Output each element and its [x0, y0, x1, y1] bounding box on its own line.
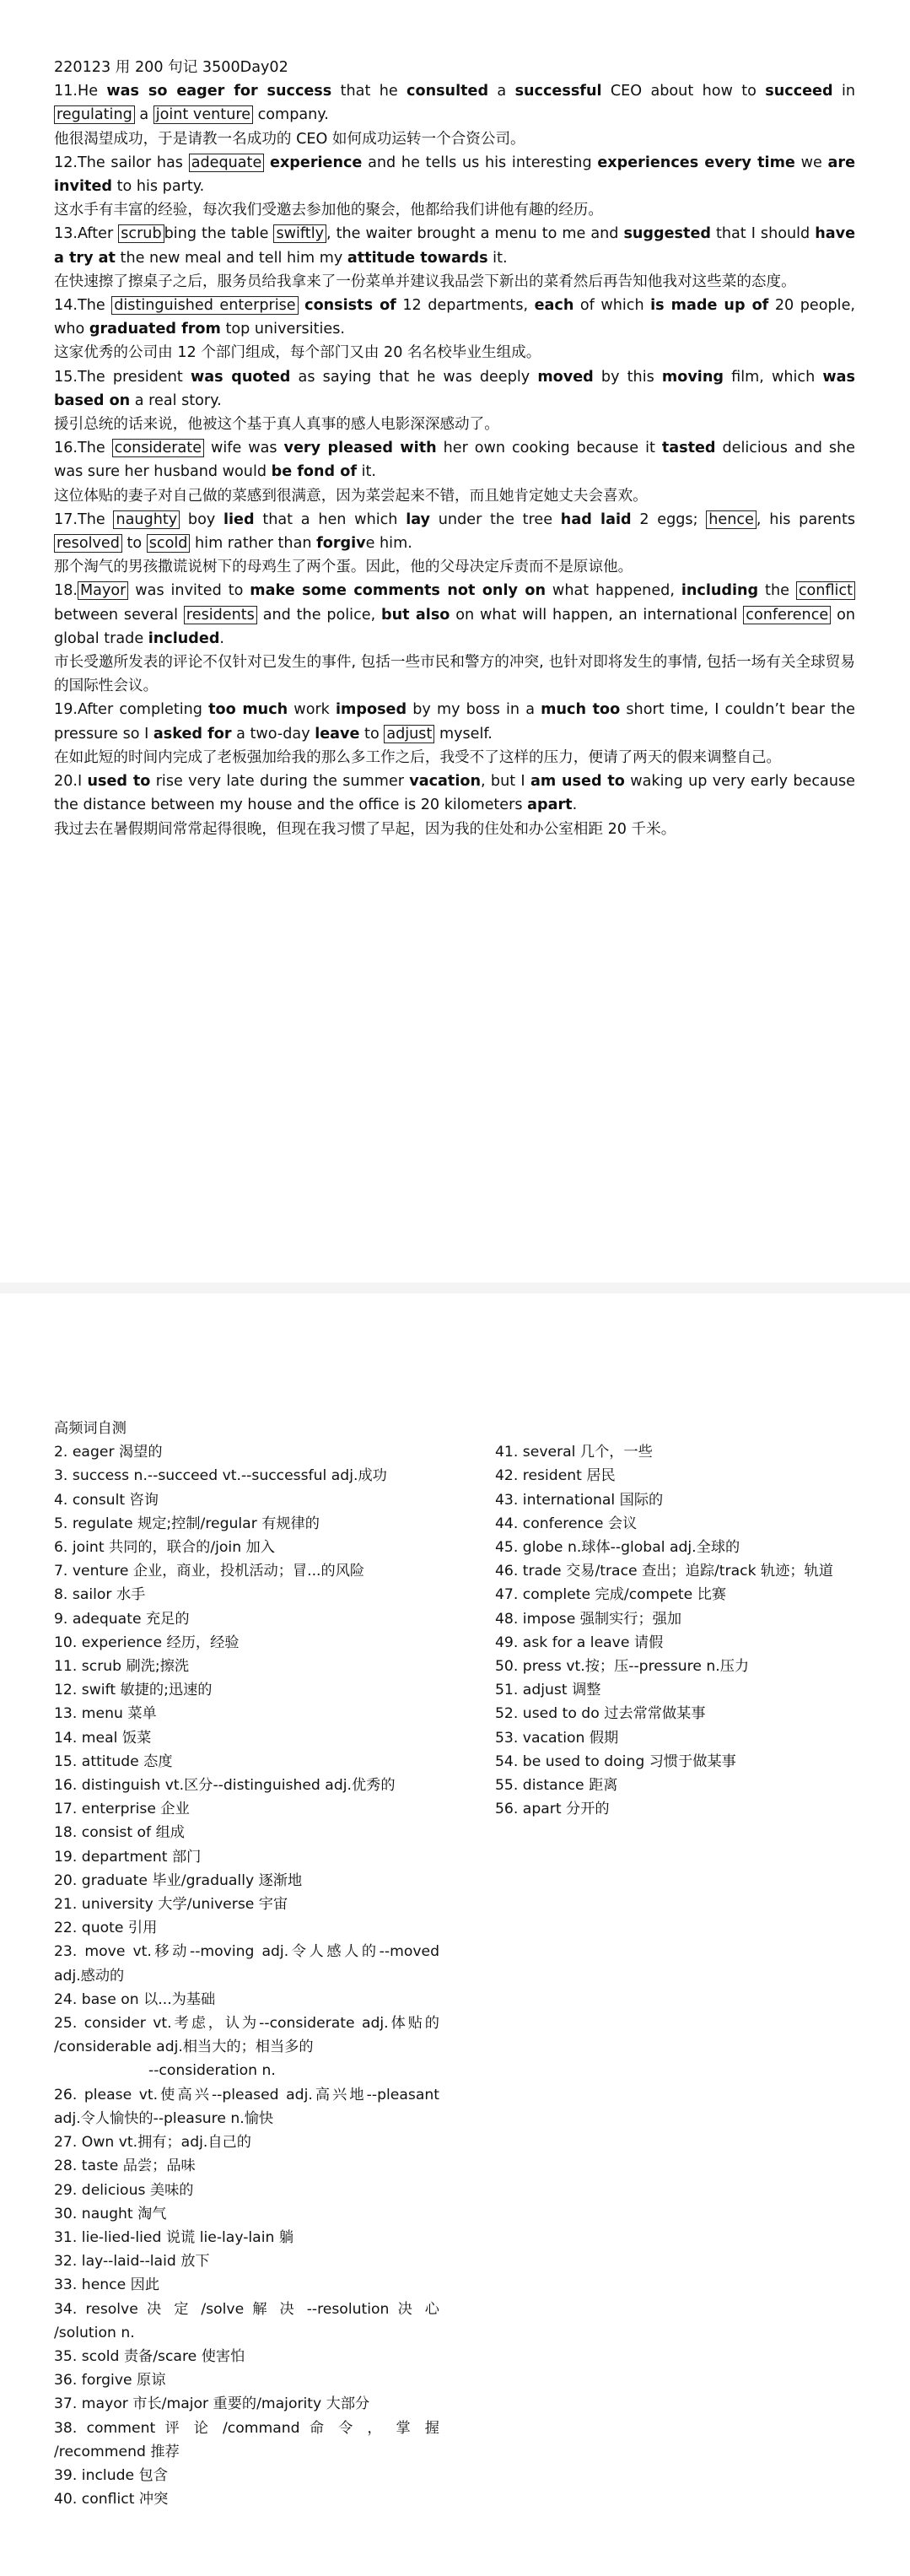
vocab-item: 31. lie-lied-lied 说谎 lie-lay-lain 躺	[54, 2228, 294, 2246]
text-run: 18.	[54, 582, 78, 600]
boxed-word: swiftly	[273, 224, 326, 243]
boxed-word: distinguished enterprise	[111, 296, 298, 315]
text-run: a two-day	[231, 725, 315, 743]
vocab-item: adj.令人愉快的--pleasure n.愉快	[54, 2109, 274, 2127]
bold-phrase: much too	[541, 701, 621, 719]
bold-phrase: was based on	[54, 368, 855, 409]
bold-phrase: used to	[87, 773, 151, 791]
sentence-en	[54, 436, 855, 483]
vocab-item: /considerable adj.相当大的；相当多的	[54, 2039, 314, 2056]
vocab-item: 44. conference 会议	[495, 1515, 638, 1532]
page-1	[0, 0, 910, 1283]
sentence-zh: 这位体贴的妻子对自己做的菜感到很满意，因为菜尝起来不错，而且她肯定她丈夫会喜欢。	[54, 487, 648, 505]
text-run: that a hen which	[254, 510, 407, 528]
vocab-item: 18. consist of 组成	[54, 1824, 185, 1842]
vocab-list-left	[54, 1440, 439, 2511]
bold-phrase: be fond of	[271, 463, 357, 481]
text-run: 12 departments,	[396, 297, 535, 315]
bold-phrase: is made up of	[650, 297, 769, 315]
vocab-item: 55. distance 距离	[495, 1777, 618, 1795]
sentence-zh: 那个淘气的男孩撒谎说树下的母鸡生了两个蛋。因此，他的父母决定斥责而不是原谅他。	[54, 559, 633, 576]
text-run: him rather than	[190, 535, 317, 553]
sentence-zh: 这水手有丰富的经验，每次我们受邀去参加他的聚会，他都给我们讲他有趣的经历。	[54, 202, 603, 219]
boxed-word: regulating	[54, 105, 135, 124]
sentence-en	[54, 151, 855, 198]
text-run: top universities.	[220, 321, 345, 338]
vocab-item: 42. resident 居民	[495, 1467, 616, 1485]
bold-phrase: experience	[270, 154, 363, 171]
bold-phrase: leave	[315, 725, 360, 743]
text-run: and the police,	[256, 606, 382, 624]
document-title: 220123 用 200 句记 3500Day02	[54, 59, 288, 76]
text-run: between several	[54, 606, 184, 624]
vocab-item: 2. eager 渴望的	[54, 1444, 163, 1461]
text-run: waking up very early because the distance between my house and the office is 20 kilometers	[54, 773, 855, 814]
boxed-word: conference	[743, 606, 831, 624]
vocab-item: 22. quote 引用	[54, 1920, 158, 1937]
vocab-item: 23. move vt.移动--moving adj.令人感人的--moved	[54, 1943, 439, 1961]
sentence-zh: 在快速擦了擦桌子之后，服务员给我拿来了一份菜单并建议我品尝下新出的菜肴然后再告知他我对这些菜的态度。	[54, 273, 796, 290]
text-run: to his party.	[112, 178, 205, 196]
text-run: 2 eggs;	[631, 510, 707, 528]
sentence-list	[54, 79, 855, 841]
vocab-item: 9. adequate 充足的	[54, 1610, 190, 1628]
bold-phrase: make some comments not only on	[250, 582, 547, 600]
bold-phrase: are invited	[54, 154, 855, 196]
page-gap	[0, 1283, 910, 1293]
vocab-item: 27. Own vt.拥有；adj.自己的	[54, 2134, 251, 2152]
bold-phrase: moved	[537, 368, 594, 386]
vocab-item: 11. scrub 刷洗;擦洗	[54, 1658, 190, 1676]
text-run: 19.After completing	[54, 701, 209, 719]
vocab-item: 51. adjust 调整	[495, 1682, 601, 1699]
text-run: , but I	[480, 773, 530, 791]
vocab-item: 40. conflict 冲突	[54, 2491, 169, 2508]
boxed-word: scrub	[118, 224, 164, 243]
vocab-item: 14. meal 饭菜	[54, 1729, 152, 1747]
vocab-item: 12. swift 敏捷的;迅速的	[54, 1682, 213, 1699]
text-run: bing the table	[164, 225, 274, 243]
vocab-item: /recommend 推荐	[54, 2443, 180, 2460]
text-run: a real story.	[130, 392, 222, 409]
text-run: that I should	[710, 225, 816, 243]
vocab-item: 30. naught 淘气	[54, 2205, 167, 2222]
vocab-list-right	[495, 1440, 849, 1821]
vocab-item: 54. be used to doing 习惯于做某事	[495, 1752, 736, 1770]
bold-phrase: imposed	[336, 701, 407, 719]
text-run: 20.I	[54, 773, 88, 791]
text-run: short time, I couldn’t bear the pressure so I	[54, 701, 855, 743]
text-run: 17.The	[54, 510, 114, 528]
vocab-item: 16. distinguish vt.区分--distinguished adj.优秀的	[54, 1777, 396, 1795]
boxed-word: hence	[706, 510, 757, 529]
boxed-word: naughty	[113, 510, 180, 529]
sentence-zh: 在如此短的时间内完成了老板强加给我的那么多工作之后，我受不了这样的压力，便请了两天的假来调整自己。	[54, 748, 782, 766]
sentence-zh: 这家优秀的公司由 12 个部门组成，每个部门又由 20 名名校毕业生组成。	[54, 344, 541, 362]
text-run	[299, 297, 305, 314]
bold-phrase: consists of	[304, 297, 396, 315]
bold-phrase: included	[148, 629, 220, 647]
vocab-item: 17. enterprise 企业	[54, 1801, 190, 1818]
text-run: under the tree	[430, 510, 561, 528]
text-run: to	[121, 535, 147, 553]
vocab-item: 32. lay--laid--laid 放下	[54, 2253, 210, 2271]
sentence-en	[54, 579, 855, 651]
text-run: 16.The	[54, 440, 112, 457]
text-run: e him.	[365, 535, 412, 553]
bold-phrase: was quoted	[190, 368, 291, 386]
bold-phrase: suggested	[623, 225, 711, 243]
text-run: her own cooking because it	[436, 440, 662, 457]
vocab-item: /solution n.	[54, 2324, 135, 2341]
bold-phrase: very pleased with	[283, 440, 437, 457]
bold-phrase: apart	[527, 797, 573, 814]
boxed-word: joint venture	[153, 105, 253, 124]
sentence-en	[54, 508, 855, 555]
sentence-en	[54, 698, 855, 745]
vocab-item: 52. used to do 过去常常做某事	[495, 1705, 706, 1723]
vocab-item: 6. joint 共同的，联合的/join 加入	[54, 1539, 275, 1557]
text-run: 15.The president	[54, 368, 191, 386]
text-run: 11.He	[54, 83, 107, 100]
text-run: work	[288, 701, 337, 719]
bold-phrase: graduated from	[89, 321, 221, 338]
vocab-item: 21. university 大学/universe 宇宙	[54, 1896, 288, 1914]
vocab-item: 19. department 部门	[54, 1848, 202, 1866]
text-run: on global trade	[54, 606, 855, 647]
text-run: wife was	[204, 440, 284, 457]
vocab-item: 47. complete 完成/compete 比赛	[495, 1586, 727, 1604]
sentence-section	[54, 56, 855, 841]
sentence-zh: 他很渴望成功，于是请教一名成功的 CEO 如何成功运转一个合资公司。	[54, 130, 525, 148]
bold-phrase: lied	[223, 510, 255, 528]
bold-phrase: attitude towards	[347, 249, 488, 267]
bold-phrase: experiences every time	[597, 154, 795, 171]
vocab-item: adj.感动的	[54, 1967, 125, 1985]
sentence-en	[54, 294, 855, 341]
text-run: 13.After	[54, 225, 119, 243]
bold-phrase: each	[534, 297, 574, 315]
text-run: it.	[356, 463, 376, 481]
text-run: a	[134, 106, 153, 124]
bold-phrase: lay	[406, 510, 431, 528]
vocab-item: 28. taste 品尝；品味	[54, 2157, 196, 2175]
text-run: 12.The sailor has	[54, 154, 189, 171]
sentence-en	[54, 770, 855, 817]
vocab-item: 4. consult 咨询	[54, 1491, 159, 1509]
text-run: CEO about how to	[601, 83, 766, 100]
vocab-item: 35. scold 责备/scare 使害怕	[54, 2347, 245, 2365]
vocab-item: 36. forgive 原谅	[54, 2372, 166, 2390]
bold-phrase: moving	[661, 368, 724, 386]
text-run: .	[572, 797, 578, 814]
bold-phrase: forgiv	[316, 535, 366, 553]
vocab-item: 25. consider vt.考虑，认为--considerate adj.体贴的	[54, 2015, 439, 2033]
vocab-item: 56. apart 分开的	[495, 1801, 610, 1818]
boxed-word: scold	[147, 534, 191, 553]
boxed-word: adequate	[189, 154, 265, 172]
vocab-item: 24. base on 以...为基础	[54, 1990, 216, 2008]
text-run: a	[488, 83, 515, 100]
vocab-item: 13. menu 菜单	[54, 1705, 157, 1723]
bold-phrase: asked for	[153, 725, 232, 743]
bold-phrase: was so eager for success	[106, 83, 332, 100]
boxed-word: considerate	[112, 439, 204, 457]
vocab-item: 50. press vt.按；压--pressure n.压力	[495, 1658, 750, 1676]
sentence-zh: 市长受邀所发表的评论不仅针对已发生的事件, 包括一些市民和警方的冲突, 也针对即将发生的事情, 包括一场有关全球贸易的国际性会议。	[54, 654, 855, 695]
text-run: the new meal and tell him my	[115, 249, 347, 267]
text-run: 14.The	[54, 297, 112, 315]
text-run: film, which	[723, 368, 823, 386]
bold-phrase: consulted	[407, 83, 489, 100]
bold-phrase: have a try at	[54, 225, 856, 267]
text-run: .	[219, 629, 225, 647]
vocab-item: 29. delicious 美味的	[54, 2181, 194, 2199]
vocab-item: 33. hence 因此	[54, 2276, 160, 2294]
vocab-column-right	[495, 1417, 849, 1821]
text-run: to	[359, 725, 385, 743]
vocab-item: 10. experience 经历，经验	[54, 1634, 240, 1651]
vocab-column-left	[54, 1417, 439, 2511]
text-run: boy	[180, 510, 223, 528]
boxed-word: residents	[184, 606, 257, 624]
vocab-item: --consideration n.	[148, 2062, 276, 2080]
vocab-item: 15. attitude 态度	[54, 1752, 173, 1770]
text-run: it.	[487, 249, 508, 267]
vocab-item: 39. include 包含	[54, 2466, 168, 2484]
vocab-item: 41. several 几个，一些	[495, 1444, 653, 1461]
text-run: as saying that he was deeply	[290, 368, 538, 386]
bold-phrase: including	[681, 582, 759, 600]
vocab-item: 46. trade 交易/trace 查出；追踪/track 轨迹；轨道	[495, 1563, 833, 1580]
text-run: delicious and she was sure her husband would	[54, 440, 855, 481]
text-run: the	[758, 582, 796, 600]
vocab-item: 48. impose 强制实行；强加	[495, 1610, 682, 1628]
vocab-item: 38. comment 评 论 /command 命 令 ， 掌 握	[54, 2419, 439, 2437]
bold-phrase: but also	[381, 606, 450, 624]
text-run: rise very late during the summer	[150, 773, 410, 791]
vocab-item: 5. regulate 规定;控制/regular 有规律的	[54, 1515, 320, 1532]
text-run: of which	[573, 297, 651, 315]
vocab-item: 20. graduate 毕业/gradually 逐渐地	[54, 1871, 303, 1889]
sentence-en	[54, 365, 855, 413]
boxed-word: conflict	[796, 581, 855, 600]
bold-phrase: had laid	[560, 510, 632, 528]
sentence-zh: 我过去在暑假期间常常起得很晚，但现在我习惯了早起，因为我的住处和办公室相距 20 千米。	[54, 820, 676, 838]
text-run: myself.	[434, 725, 493, 743]
vocab-item: 45. globe n.球体--global adj.全球的	[495, 1539, 740, 1556]
vocab-item: 37. mayor 市长/major 重要的/majority 大部分	[54, 2395, 370, 2413]
sentence-en	[54, 79, 855, 127]
vocab-item: 43. international 国际的	[495, 1491, 664, 1509]
text-run	[264, 154, 270, 171]
vocab-item: 7. venture 企业，商业，投机活动；冒...的风险	[54, 1563, 365, 1580]
text-run: company.	[253, 106, 329, 124]
text-run: that he	[331, 83, 407, 100]
vocab-item: 34. resolve 决 定 /solve 解 决 --resolution 决 心	[54, 2300, 439, 2318]
boxed-word: resolved	[54, 534, 122, 553]
bold-phrase: too much	[208, 701, 288, 719]
vocab-item: 53. vacation 假期	[495, 1729, 619, 1747]
bold-phrase: tasted	[661, 440, 716, 457]
text-run: on what will happen, an international	[450, 606, 744, 624]
text-run: was invited to	[128, 582, 250, 600]
text-run: 20 people, who	[54, 297, 855, 338]
text-run: by my boss in a	[407, 701, 541, 719]
bold-phrase: succeed	[765, 83, 833, 100]
sentence-zh: 援引总统的话来说，他被这个基于真人真事的感人电影深深感动了。	[54, 416, 499, 434]
boxed-word: adjust	[384, 725, 434, 743]
text-run: by this	[593, 368, 662, 386]
sentence-en	[54, 222, 855, 269]
vocab-item: 49. ask for a leave 请假	[495, 1634, 664, 1651]
bold-phrase: am used to	[530, 773, 625, 791]
vocab-item: 8. sailor 水手	[54, 1586, 146, 1604]
text-run: in	[832, 83, 855, 100]
vocab-item: 3. success n.--succeed vt.--successful adj.成功	[54, 1467, 387, 1485]
text-run: and he tells us his interesting	[362, 154, 598, 171]
bold-phrase: vacation	[409, 773, 481, 791]
boxed-word: Mayor	[78, 581, 128, 600]
text-run: we	[794, 154, 828, 171]
vocab-title: 高频词自测	[54, 1420, 127, 1437]
text-run: what happened,	[546, 582, 681, 600]
bold-phrase: successful	[514, 83, 602, 100]
text-run: , his parents	[756, 510, 856, 528]
vocab-item: 26. please vt.使高兴--pleased adj.高兴地--pleasant	[54, 2086, 439, 2103]
text-run: , the waiter brought a menu to me and	[326, 225, 624, 243]
